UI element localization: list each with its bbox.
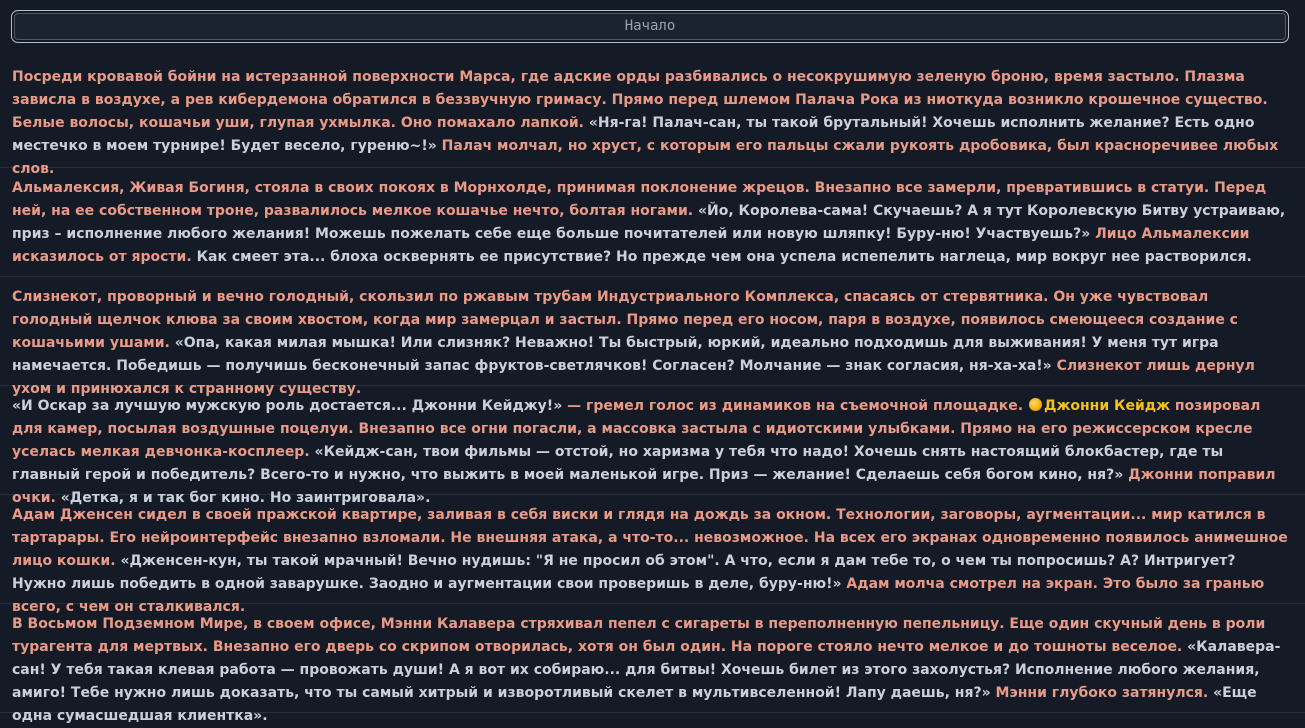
narration-text: В Восьмом Подземном Мире, в своем офисе, Мэнни Калавера стряхивал пепел с сигареты в переполненную пепельницу. Еще один скучный день в роли турагента для мертвых. Внезапно его дверь со скрипом отворилась, хотя он был один. На пороге стояло нечто мелкое и до тошноты веселое. (12, 616, 1266, 655)
narration-text: Слизнекот, проворный и вечно голодный, скользил по ржавым трубам Индустриального Комплекса, спасаясь от стервятника. Он уже чувствовал голодный щелчок клюва за своим хвостом, когда мир замерцал и застыл. Прямо перед его носом, паря в воздухе, появилось смеющееся создание с кошачьими ушами. (12, 289, 1238, 351)
narration-text: Слизнекот лишь дернул ухом и принюхался к странному существу. (12, 358, 1255, 397)
quote-text: «И Оскар за лучшую мужскую роль достается... Джонни Кейджу!» (12, 398, 563, 414)
story-entry (0, 604, 1305, 724)
quote-text: «Кейдж-сан, твои фильмы — отстой, но харизма у тебя что надо! Хочешь снять настоящий блокбастер, где ты главный герой и победитель? Всего-то и нужно, что выжить в моей маленькой игре. Приз — желание! Сделаешь себя богом кино, ня?» (12, 444, 1224, 483)
story-entry (0, 168, 1305, 277)
narration-text: позировал для камер, посылая воздушные поцелуи. Внезапно все огни погасли, а массовка застыла с идиотскими улыбками. Прямо на его режиссерском кресле уселась мелкая девчонка-косплеер. (12, 398, 1261, 460)
quote-text: Как смеет эта... блоха осквернять ее присутствие? Но прежде чем она успела испепелить наглеца, мир вокруг нее растворился. (196, 249, 1252, 265)
story-entry (0, 386, 1305, 506)
narration-text: Палач молчал, но хруст, с которым его пальцы сжали рукоять дробовика, был красноречивее любых слов. (12, 138, 1279, 177)
top-strip (0, 0, 1305, 8)
narration-text: Посреди кровавой бойни на истерзанной поверхности Марса, где адские орды разбивались о несокрушимую зеленую броню, время застыло. Плазма зависла в воздухе, а рев кибердемона обратился в беззвучную гримасу. Прямо перед шлемом Палача Рока из ниоткуда возникло крошечное существо. Белые волосы, кошачьи уши, глупая ухмылка. Оно помахало лапкой. (12, 69, 1268, 131)
quote-text: «Дженсен-кун, ты такой мрачный! Вечно нудишь: "Я не просил об этом". А что, если я дам тебе то, о чем ты попросишь? А? Интригует? Нужно лишь победить в одной заварушке. Заодно и аугментации свои проверишь в деле, буру-ню!» (12, 553, 1236, 592)
quote-text: «Калавера-сан! У тебя такая клевая работа — провожать души! А я вот их собираю... для битвы! Хочешь билет из этого захолустья? Исполнение любого желания, амиго! Тебе нужно лишь доказать, что ты самый хитрый и изворотливый скелет в мультивселенной! Лапу даешь, ня?» (12, 639, 1281, 701)
narration-text: Адам молча смотрел на экран. Это было за гранью всего, с чем он сталкивался. (12, 576, 1265, 615)
quote-text: «Йо, Королева-сама! Скучаешь? А я тут Королевскую Битву устраиваю, приз – исполнение любого желания! Можешь пожелать себе еще больше почитателей или новую шляпку! Буру-ню! Участвуешь?» (12, 203, 1286, 242)
quote-text: «Еще одна сумасшедшая клиентка». (12, 685, 1257, 724)
story-entry (0, 277, 1305, 397)
story-entry (0, 58, 1305, 177)
narration-text: Альмалексия, Живая Богиня, стояла в своих покоях в Морнхолде, принимая поклонение жрецов. Внезапно все замерли, превратившись в статуи. Перед ней, на ее собственном троне, развалилось мелкое кошачье нечто, болтая ногами. (12, 180, 1267, 219)
narration-text: Джонни поправил очки. (12, 467, 1276, 506)
story-list (0, 58, 1305, 724)
narration-text: — гремел голос из динамиков на съемочной площадке. (562, 398, 1028, 414)
sun-emoji-icon (1029, 398, 1042, 411)
quote-text: «Опа, какая милая мышка! Или слизняк? Неважно! Ты быстрый, юркий, идеально подходишь для выживания! У меня тут игра намечается. Победишь — получишь бесконечный запас фруктов-светлячков! Согласен? Молчание — знак согласия, ня-ха-ха!» (12, 335, 1219, 374)
story-entry (0, 495, 1305, 615)
narration-text: Лицо Альмалексии исказилось от ярости. (12, 226, 1250, 265)
start-button[interactable]: Начало (11, 10, 1289, 43)
narration-text: Адам Дженсен сидел в своей пражской квартире, заливая в себя виски и глядя на дождь за окном. Технологии, заговоры, аугментации... мир катился в тартарары. Его нейроинтерфейс внезапно взломали. Не внешняя атака, а что-то... невозможное. На всех его экранах одновременно появилось анимешное лицо кошки. (12, 507, 1288, 569)
highlight-name: Джонни Кейдж (1043, 398, 1171, 414)
narration-text: Мэнни глубоко затянулся. (990, 685, 1214, 701)
quote-text: «Детка, я и так бог кино. Но заинтриговала». (60, 490, 431, 506)
quote-text: «Ня-га! Палач-сан, ты такой брутальный! Хочешь исполнить желание? Есть одно местечко в моем турнире! Будет весело, гуреню~!» (12, 115, 1255, 154)
